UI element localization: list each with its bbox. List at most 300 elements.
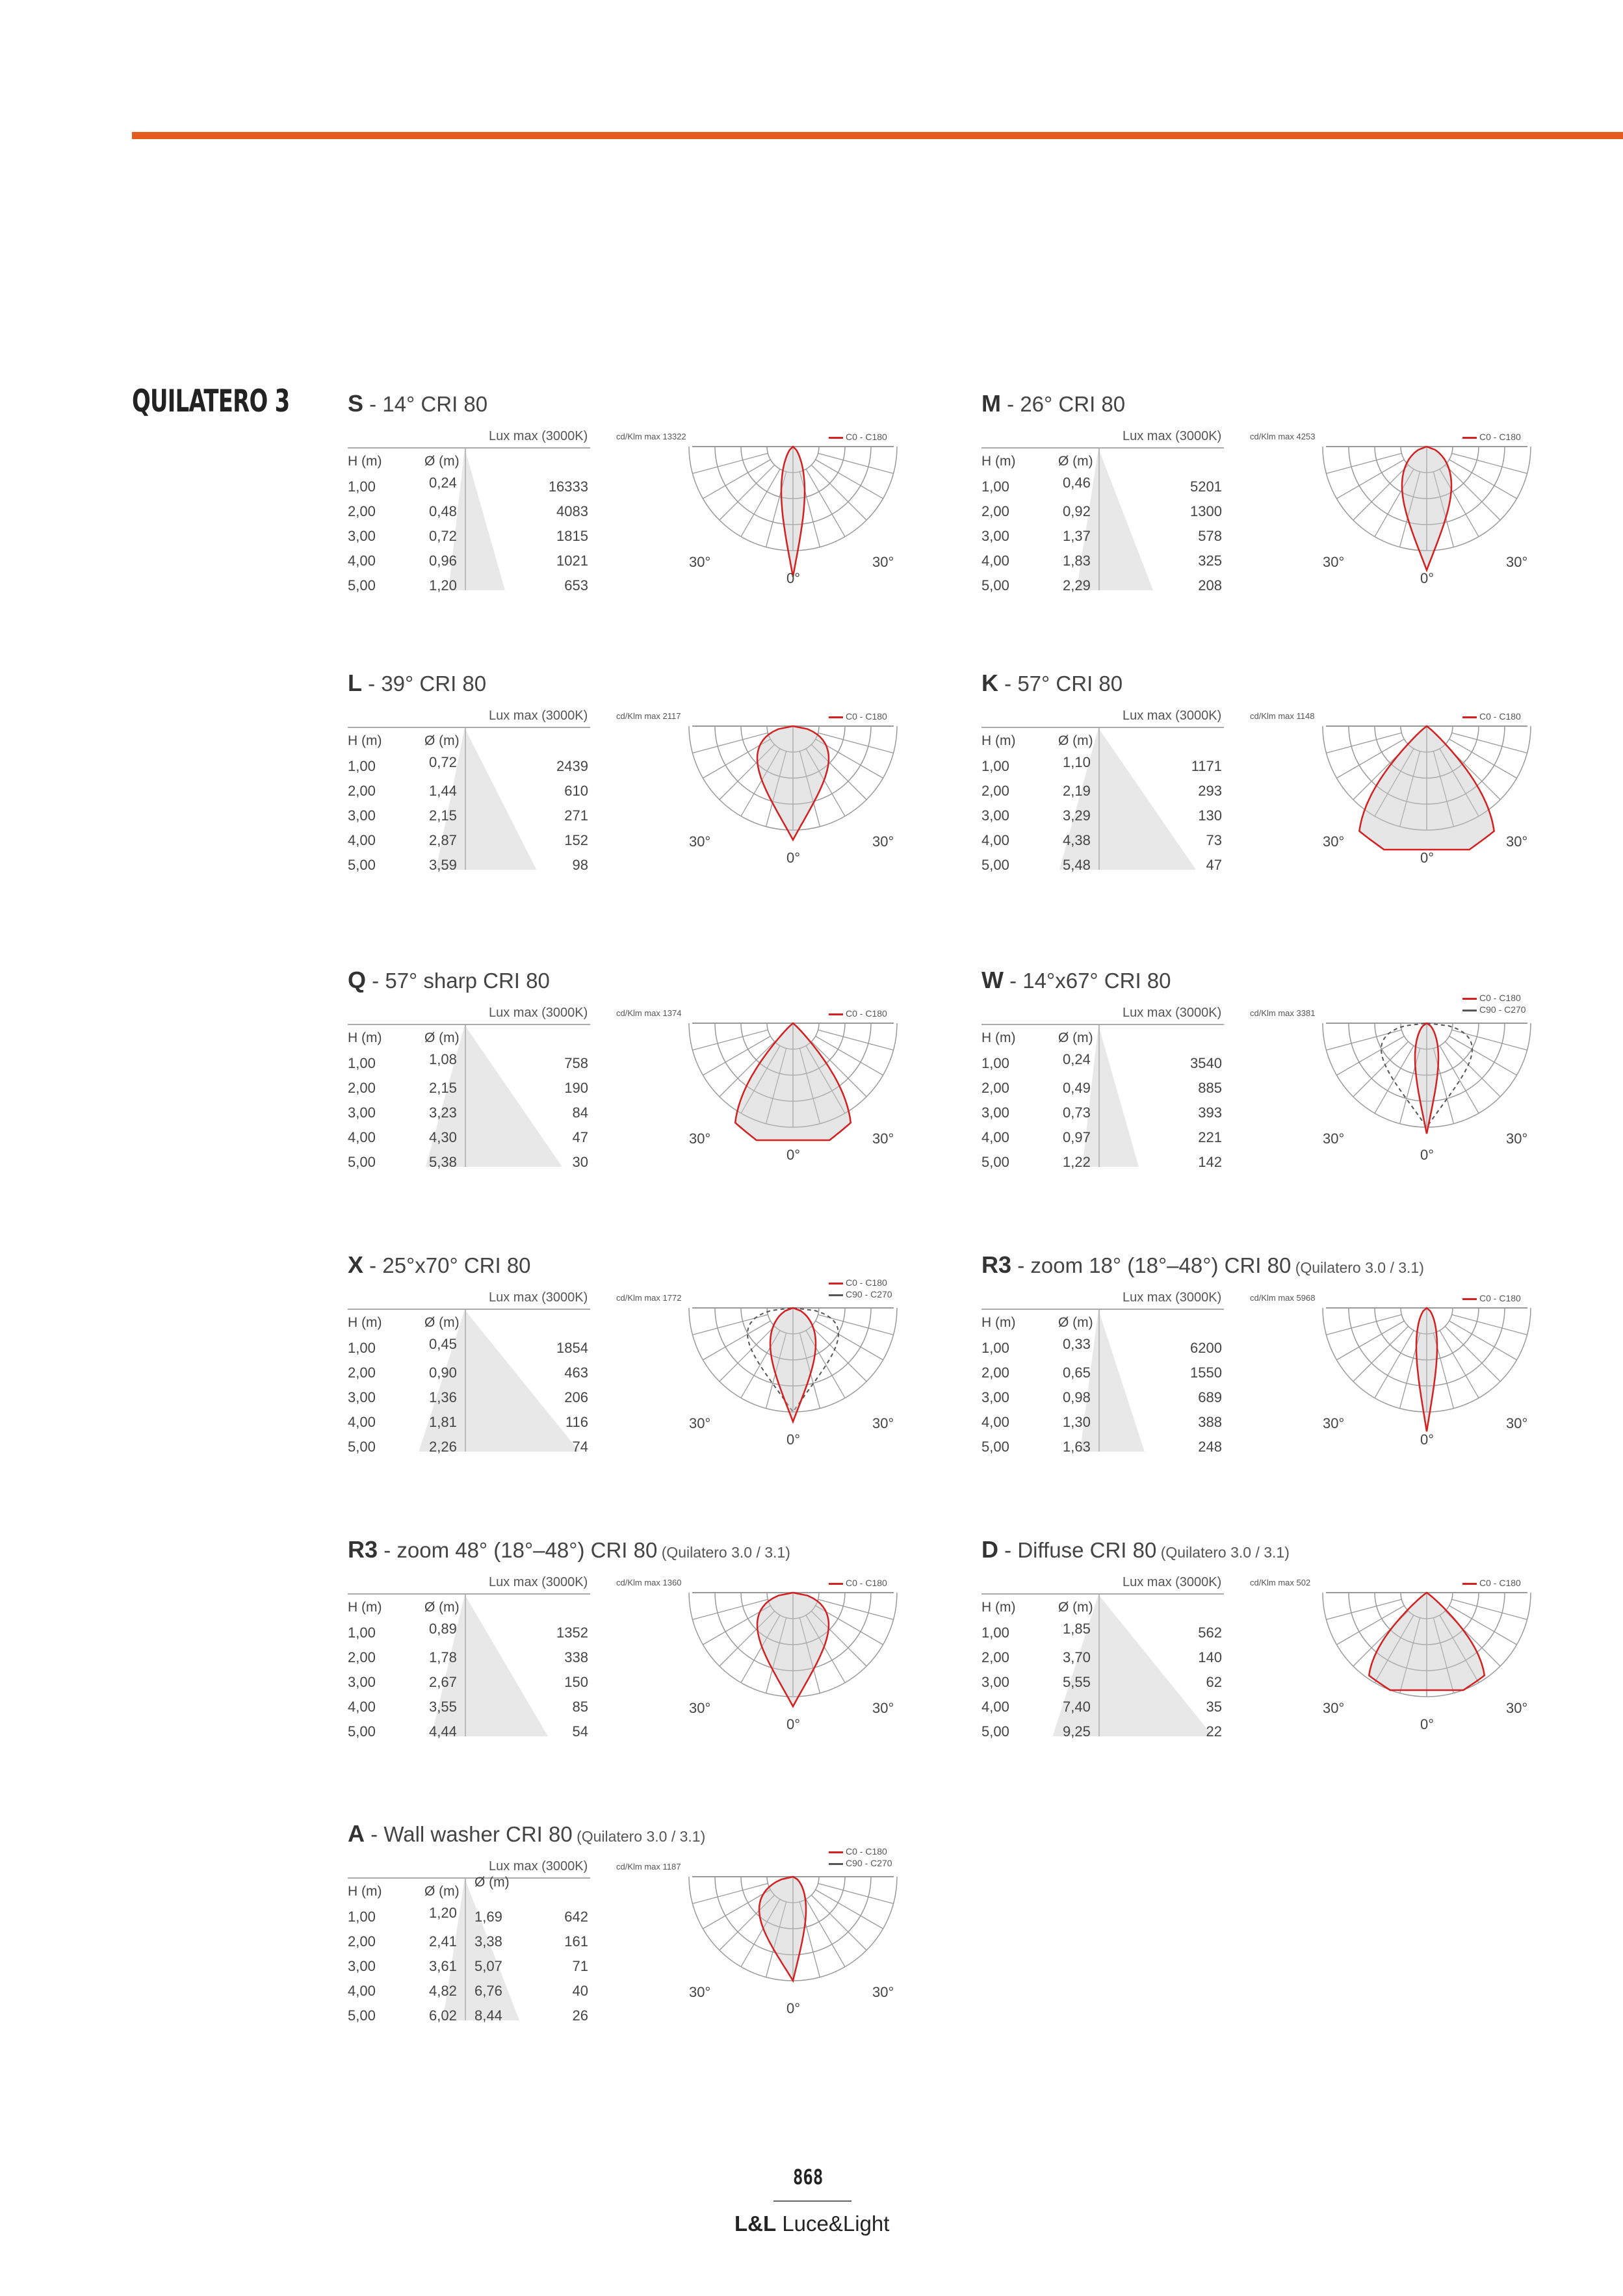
- cri-label: CRI 80: [421, 392, 488, 416]
- row-height: 1,00: [348, 1340, 376, 1356]
- row-diameter-2: 6,76: [474, 1983, 502, 1999]
- row-diameter-2: 3,38: [474, 1933, 502, 1950]
- row-height: 4,00: [348, 1983, 376, 1999]
- lux-max-label: Lux max (3000K): [1123, 1290, 1222, 1305]
- brand-name: Luce&Light: [782, 2211, 890, 2236]
- row-diameter: 2,26: [429, 1439, 457, 1455]
- angle-label-bottom: 0°: [786, 1147, 801, 1163]
- row-height: 4,00: [981, 832, 1009, 848]
- table-divider: [465, 1025, 466, 1167]
- row-diameter: 0,72: [429, 528, 457, 544]
- row-lux: 84: [572, 1104, 588, 1121]
- angle-label-left: 30°: [689, 833, 711, 850]
- row-diameter: 1,37: [1063, 528, 1091, 544]
- lux-max-label: Lux max (3000K): [1123, 709, 1222, 723]
- row-lux: 271: [564, 807, 588, 824]
- angle-label-right: 30°: [1506, 554, 1528, 570]
- beam-desc: - Wall washer: [365, 1822, 506, 1846]
- row-height: 1,00: [348, 758, 376, 774]
- angle-label-left: 30°: [689, 554, 711, 570]
- row-diameter: 0,98: [1063, 1389, 1091, 1405]
- col-header-d: Ø (m): [1058, 454, 1093, 469]
- angle-label-bottom: 0°: [786, 850, 801, 866]
- row-diameter: 3,23: [429, 1104, 457, 1121]
- beam-desc: - Diffuse: [998, 1538, 1090, 1562]
- row-lux: 22: [1206, 1723, 1222, 1740]
- row-height: 2,00: [348, 1080, 376, 1096]
- row-lux: 3540: [1190, 1055, 1222, 1071]
- row-lux: 16333: [548, 478, 588, 495]
- row-diameter: 0,89: [429, 1621, 457, 1637]
- row-height: 2,00: [348, 1933, 376, 1950]
- photometric-block: [348, 967, 894, 1201]
- angle-label-bottom: 0°: [786, 1431, 801, 1448]
- row-lux: 35: [1206, 1699, 1222, 1715]
- row-lux: 1300: [1190, 503, 1222, 519]
- row-lux: 142: [1198, 1154, 1222, 1170]
- row-lux: 26: [572, 2007, 588, 2024]
- row-height: 1,00: [348, 1909, 376, 1925]
- row-height: 3,00: [981, 1674, 1009, 1690]
- cd-klm-max: cd/Klm max 1148: [1250, 711, 1315, 721]
- angle-label-bottom: 0°: [1420, 1431, 1435, 1448]
- cd-klm-max: cd/Klm max 2117: [616, 711, 681, 721]
- beam-desc: - 14°x67°: [1003, 969, 1104, 993]
- cd-klm-max: cd/Klm max 1772: [616, 1293, 682, 1303]
- row-diameter: 0,33: [1063, 1336, 1091, 1352]
- angle-label-left: 30°: [1323, 1700, 1345, 1716]
- row-height: 5,00: [348, 1723, 376, 1740]
- row-lux: 130: [1198, 807, 1222, 824]
- table-divider: [1098, 449, 1100, 590]
- angle-label-right: 30°: [1506, 1700, 1528, 1716]
- beam-letter: S: [348, 390, 364, 417]
- photometric-block: [348, 1251, 894, 1485]
- row-diameter: 3,70: [1063, 1649, 1091, 1665]
- photometric-block: [981, 670, 1528, 904]
- cri-label: CRI 80: [1056, 672, 1123, 696]
- row-diameter: 1,30: [1063, 1414, 1091, 1430]
- legend-c0-text: C0 - C180: [846, 1277, 887, 1288]
- col-header-h: H (m): [981, 454, 1016, 469]
- row-lux: 2439: [556, 758, 588, 774]
- row-lux: 74: [572, 1439, 588, 1455]
- row-diameter: 2,29: [1063, 577, 1091, 594]
- row-diameter: 2,15: [429, 807, 457, 824]
- row-diameter: 1,10: [1063, 754, 1091, 770]
- row-diameter: 1,81: [429, 1414, 457, 1430]
- footer-brand: [734, 2211, 889, 2236]
- angle-label-bottom: 0°: [786, 1716, 801, 1732]
- row-height: 1,00: [348, 1624, 376, 1641]
- row-height: 2,00: [348, 783, 376, 799]
- row-diameter: 5,38: [429, 1154, 457, 1170]
- row-diameter: 2,19: [1063, 783, 1091, 799]
- row-height: 3,00: [348, 1389, 376, 1405]
- compat-note: (Quilatero 3.0 / 3.1): [657, 1544, 790, 1561]
- beam-letter: Q: [348, 967, 367, 993]
- row-height: 2,00: [981, 503, 1009, 519]
- table-divider: [465, 728, 466, 870]
- row-height: 3,00: [348, 1104, 376, 1121]
- legend-c0-text: C0 - C180: [846, 432, 887, 442]
- row-height: 5,00: [981, 1723, 1009, 1740]
- legend-c0: [829, 1277, 887, 1288]
- col-header-h: H (m): [981, 733, 1016, 748]
- top-accent-bar: [132, 132, 1623, 139]
- row-height: 4,00: [981, 1414, 1009, 1430]
- row-height: 1,00: [981, 1055, 1009, 1071]
- row-height: 4,00: [348, 832, 376, 848]
- row-diameter: 0,65: [1063, 1364, 1091, 1381]
- row-diameter: 0,48: [429, 503, 457, 519]
- row-diameter: 0,45: [429, 1336, 457, 1352]
- row-height: 1,00: [981, 1340, 1009, 1356]
- row-height: 5,00: [348, 857, 376, 873]
- row-diameter: 1,36: [429, 1389, 457, 1405]
- row-diameter: 1,22: [1063, 1154, 1091, 1170]
- row-diameter: 1,83: [1063, 553, 1091, 569]
- row-lux: 885: [1198, 1080, 1222, 1096]
- row-lux: 73: [1206, 832, 1222, 848]
- table-divider: [1098, 728, 1100, 870]
- row-height: 5,00: [981, 1439, 1009, 1455]
- row-diameter: 1,20: [429, 1905, 457, 1921]
- row-lux: 689: [1198, 1389, 1222, 1405]
- lux-max-label: Lux max (3000K): [1123, 429, 1222, 443]
- row-diameter: 0,24: [1063, 1051, 1091, 1067]
- angle-label-right: 30°: [872, 1415, 894, 1431]
- row-height: 5,00: [981, 1154, 1009, 1170]
- angle-label-right: 30°: [872, 1130, 894, 1147]
- beam-desc: - 25°x70°: [363, 1253, 464, 1277]
- legend-c0: [1462, 993, 1521, 1003]
- brand-bold: L&L: [734, 2211, 777, 2236]
- row-lux: 47: [1206, 857, 1222, 873]
- row-lux: 610: [564, 783, 588, 799]
- row-diameter: 5,55: [1063, 1674, 1091, 1690]
- angle-label-bottom: 0°: [1420, 1147, 1435, 1163]
- row-lux: 116: [565, 1414, 588, 1430]
- beam-desc: - 14°: [363, 392, 421, 416]
- row-diameter: 0,96: [429, 553, 457, 569]
- row-lux: 642: [564, 1909, 588, 1925]
- row-lux: 208: [1198, 577, 1222, 594]
- col-header-d: Ø (m): [1058, 1030, 1093, 1045]
- row-height: 1,00: [348, 478, 376, 495]
- row-diameter: 3,61: [429, 1958, 457, 1974]
- row-diameter: 1,78: [429, 1649, 457, 1665]
- row-height: 2,00: [981, 1364, 1009, 1381]
- beam-desc: - 39°: [362, 672, 420, 696]
- row-height: 2,00: [981, 1649, 1009, 1665]
- row-diameter: 0,73: [1063, 1104, 1091, 1121]
- col-header-d: Ø (m): [1058, 733, 1093, 748]
- row-lux: 206: [564, 1389, 588, 1405]
- angle-label-left: 30°: [1323, 1130, 1345, 1147]
- col-header-h: H (m): [348, 1884, 382, 1899]
- row-lux: 150: [564, 1674, 588, 1690]
- row-diameter: 0,24: [429, 475, 457, 491]
- page-number: 868: [793, 2165, 824, 2189]
- legend-c0-text: C0 - C180: [1479, 711, 1521, 722]
- col-header-h: H (m): [348, 733, 382, 748]
- row-lux: 71: [572, 1958, 588, 1974]
- row-lux: 562: [1198, 1624, 1222, 1641]
- table-divider: [465, 449, 466, 590]
- row-lux: 40: [572, 1983, 588, 1999]
- row-diameter: 0,49: [1063, 1080, 1091, 1096]
- col-header-d: Ø (m): [424, 733, 460, 748]
- row-lux: 293: [1198, 783, 1222, 799]
- angle-label-bottom: 0°: [1420, 850, 1435, 866]
- row-height: 4,00: [348, 1129, 376, 1145]
- legend-c0-text: C0 - C180: [1479, 1293, 1521, 1303]
- beam-letter: W: [981, 967, 1004, 993]
- legend-c0-text: C0 - C180: [1479, 432, 1521, 442]
- cd-klm-max: cd/Klm max 5968: [1250, 1293, 1316, 1303]
- legend-c90-text: C90 - C270: [1479, 1004, 1526, 1015]
- col-header-d: Ø (m): [424, 1030, 460, 1045]
- legend-c0-text: C0 - C180: [846, 1008, 887, 1019]
- row-height: 4,00: [348, 553, 376, 569]
- angle-label-left: 30°: [1323, 1415, 1345, 1431]
- row-diameter-2: 5,07: [474, 1958, 502, 1974]
- col-header-h: H (m): [981, 1030, 1016, 1045]
- col-header-d: Ø (m): [424, 454, 460, 469]
- col-header-d: Ø (m): [1058, 1315, 1093, 1330]
- lux-max-label: Lux max (3000K): [489, 1290, 588, 1305]
- compat-note: (Quilatero 3.0 / 3.1): [1291, 1259, 1424, 1276]
- row-diameter: 0,90: [429, 1364, 457, 1381]
- row-height: 2,00: [981, 783, 1009, 799]
- legend-c90-text: C90 - C270: [846, 1289, 892, 1299]
- row-height: 3,00: [981, 807, 1009, 824]
- row-diameter: 0,46: [1063, 475, 1091, 491]
- cri-label: CRI 80: [419, 672, 487, 696]
- photometric-block: [981, 967, 1528, 1201]
- angle-label-right: 30°: [1506, 1130, 1528, 1147]
- cri-label: CRI 80: [483, 969, 550, 993]
- table-divider: [1098, 1310, 1100, 1452]
- beam-letter: K: [981, 670, 998, 696]
- row-lux: 1352: [556, 1624, 588, 1641]
- row-lux: 161: [564, 1933, 588, 1950]
- lux-max-label: Lux max (3000K): [489, 709, 588, 723]
- angle-label-bottom: 0°: [786, 2000, 801, 2016]
- lux-max-label: Lux max (3000K): [1123, 1006, 1222, 1020]
- row-height: 5,00: [981, 577, 1009, 594]
- beam-letter: X: [348, 1251, 364, 1278]
- beam-letter: L: [348, 670, 362, 696]
- lux-max-label: Lux max (3000K): [489, 1575, 588, 1589]
- col-header-d: Ø (m): [424, 1600, 460, 1615]
- row-height: 5,00: [348, 1439, 376, 1455]
- row-lux: 1815: [556, 528, 588, 544]
- compat-note: (Quilatero 3.0 / 3.1): [1156, 1544, 1290, 1561]
- row-height: 3,00: [348, 807, 376, 824]
- row-height: 2,00: [348, 1364, 376, 1381]
- row-lux: 248: [1198, 1439, 1222, 1455]
- beam-letter: M: [981, 390, 1001, 417]
- row-lux: 325: [1198, 553, 1222, 569]
- row-height: 5,00: [348, 1154, 376, 1170]
- col-header-h: H (m): [348, 1030, 382, 1045]
- row-lux: 6200: [1190, 1340, 1222, 1356]
- row-diameter: 2,41: [429, 1933, 457, 1950]
- legend-c0-text: C0 - C180: [846, 711, 887, 722]
- row-lux: 578: [1198, 528, 1222, 544]
- table-divider: [1098, 1025, 1100, 1167]
- row-diameter: 2,87: [429, 832, 457, 848]
- col-header-h: H (m): [981, 1315, 1016, 1330]
- row-lux: 221: [1198, 1129, 1222, 1145]
- cri-label: CRI 80: [505, 1822, 573, 1846]
- beam-desc: - 57° sharp: [366, 969, 484, 993]
- col-header-h: H (m): [348, 1315, 382, 1330]
- row-lux: 388: [1198, 1414, 1222, 1430]
- row-height: 5,00: [348, 2007, 376, 2024]
- angle-label-bottom: 0°: [1420, 1716, 1435, 1732]
- angle-label-right: 30°: [1506, 833, 1528, 850]
- row-height: 4,00: [981, 1699, 1009, 1715]
- row-height: 5,00: [981, 857, 1009, 873]
- beam-desc: - zoom 18° (18°–48°): [1011, 1253, 1225, 1277]
- row-height: 1,00: [981, 478, 1009, 495]
- row-lux: 62: [1206, 1674, 1222, 1690]
- legend-c0-text: C0 - C180: [846, 1846, 887, 1857]
- row-lux: 338: [564, 1649, 588, 1665]
- beam-desc: - zoom 48° (18°–48°): [378, 1538, 591, 1562]
- row-height: 2,00: [348, 503, 376, 519]
- beam-letter: A: [348, 1820, 365, 1847]
- row-diameter: 0,72: [429, 754, 457, 770]
- lux-max-label: Lux max (3000K): [489, 1859, 588, 1873]
- cd-klm-max: cd/Klm max 502: [1250, 1578, 1311, 1587]
- angle-label-right: 30°: [872, 833, 894, 850]
- row-diameter: 3,59: [429, 857, 457, 873]
- photometric-block: [981, 390, 1528, 624]
- col-header-d: Ø (m): [1058, 1600, 1093, 1615]
- angle-label-left: 30°: [689, 1984, 711, 2000]
- row-lux: 1854: [556, 1340, 588, 1356]
- cd-klm-max: cd/Klm max 3381: [1250, 1008, 1316, 1018]
- row-lux: 30: [572, 1154, 588, 1170]
- row-height: 2,00: [981, 1080, 1009, 1096]
- col-header-d2: Ø (m): [474, 1875, 510, 1890]
- row-height: 2,00: [348, 1649, 376, 1665]
- row-lux: 5201: [1190, 478, 1222, 495]
- row-height: 4,00: [348, 1414, 376, 1430]
- row-height: 4,00: [348, 1699, 376, 1715]
- angle-label-left: 30°: [1323, 554, 1345, 570]
- row-height: 3,00: [981, 528, 1009, 544]
- col-header-d: Ø (m): [424, 1884, 460, 1899]
- row-lux: 1171: [1191, 758, 1222, 774]
- photometric-block: [348, 1820, 894, 2054]
- table-divider: [1098, 1595, 1100, 1736]
- row-diameter-2: 8,44: [474, 2007, 502, 2024]
- cri-label: CRI 80: [590, 1538, 658, 1562]
- table-divider: [465, 1310, 466, 1452]
- angle-label-bottom: 0°: [1420, 570, 1435, 586]
- angle-label-left: 30°: [1323, 833, 1345, 850]
- row-height: 4,00: [981, 553, 1009, 569]
- col-header-h: H (m): [348, 454, 382, 469]
- row-lux: 1021: [556, 553, 588, 569]
- row-height: 1,00: [348, 1055, 376, 1071]
- row-lux: 152: [564, 832, 588, 848]
- legend-c90-text: C90 - C270: [846, 1858, 892, 1868]
- row-lux: 758: [564, 1055, 588, 1071]
- row-diameter: 2,67: [429, 1674, 457, 1690]
- footer-divider: [773, 2200, 851, 2202]
- row-lux: 98: [572, 857, 588, 873]
- legend-c0-text: C0 - C180: [1479, 1578, 1521, 1588]
- legend-c0-text: C0 - C180: [846, 1578, 887, 1588]
- row-diameter: 4,82: [429, 1983, 457, 1999]
- row-diameter: 3,29: [1063, 807, 1091, 824]
- row-diameter: 1,08: [429, 1051, 457, 1067]
- row-diameter: 1,20: [429, 577, 457, 594]
- beam-letter: R3: [981, 1251, 1012, 1278]
- row-lux: 140: [1198, 1649, 1222, 1665]
- angle-label-left: 30°: [689, 1130, 711, 1147]
- angle-label-right: 30°: [1506, 1415, 1528, 1431]
- photometric-block: [348, 1536, 894, 1770]
- row-lux: 47: [572, 1129, 588, 1145]
- photometric-block: [981, 1536, 1528, 1770]
- row-height: 3,00: [981, 1389, 1009, 1405]
- row-lux: 85: [572, 1699, 588, 1715]
- cd-klm-max: cd/Klm max 1360: [616, 1578, 682, 1587]
- row-diameter: 1,44: [429, 783, 457, 799]
- cd-klm-max: cd/Klm max 13322: [616, 432, 686, 441]
- row-height: 3,00: [348, 1674, 376, 1690]
- lux-max-label: Lux max (3000K): [489, 1006, 588, 1020]
- angle-label-right: 30°: [872, 1984, 894, 2000]
- row-diameter: 0,92: [1063, 503, 1091, 519]
- row-height: 4,00: [981, 1129, 1009, 1145]
- cri-label: CRI 80: [1089, 1538, 1157, 1562]
- beam-letter: R3: [348, 1536, 378, 1563]
- lux-max-label: Lux max (3000K): [489, 429, 588, 443]
- row-height: 1,00: [981, 1624, 1009, 1641]
- col-header-h: H (m): [981, 1600, 1016, 1615]
- row-height: 3,00: [348, 1958, 376, 1974]
- cd-klm-max: cd/Klm max 4253: [1250, 432, 1316, 441]
- row-diameter: 7,40: [1063, 1699, 1091, 1715]
- col-header-d: Ø (m): [424, 1315, 460, 1330]
- cri-label: CRI 80: [1104, 969, 1171, 993]
- photometric-block: [981, 1251, 1528, 1485]
- col-header-h: H (m): [348, 1600, 382, 1615]
- cri-label: CRI 80: [1058, 392, 1126, 416]
- legend-c0: [829, 1846, 887, 1857]
- photometric-block: [348, 670, 894, 904]
- row-lux: 653: [564, 577, 588, 594]
- cd-klm-max: cd/Klm max 1374: [616, 1008, 682, 1018]
- row-lux: 4083: [556, 503, 588, 519]
- lux-max-label: Lux max (3000K): [1123, 1575, 1222, 1589]
- row-diameter-2: 1,69: [474, 1909, 502, 1925]
- row-diameter: 4,30: [429, 1129, 457, 1145]
- cri-label: CRI 80: [463, 1253, 531, 1277]
- cd-klm-max: cd/Klm max 1187: [616, 1862, 681, 1872]
- row-height: 3,00: [348, 528, 376, 544]
- beam-letter: D: [981, 1536, 998, 1563]
- row-diameter: 6,02: [429, 2007, 457, 2024]
